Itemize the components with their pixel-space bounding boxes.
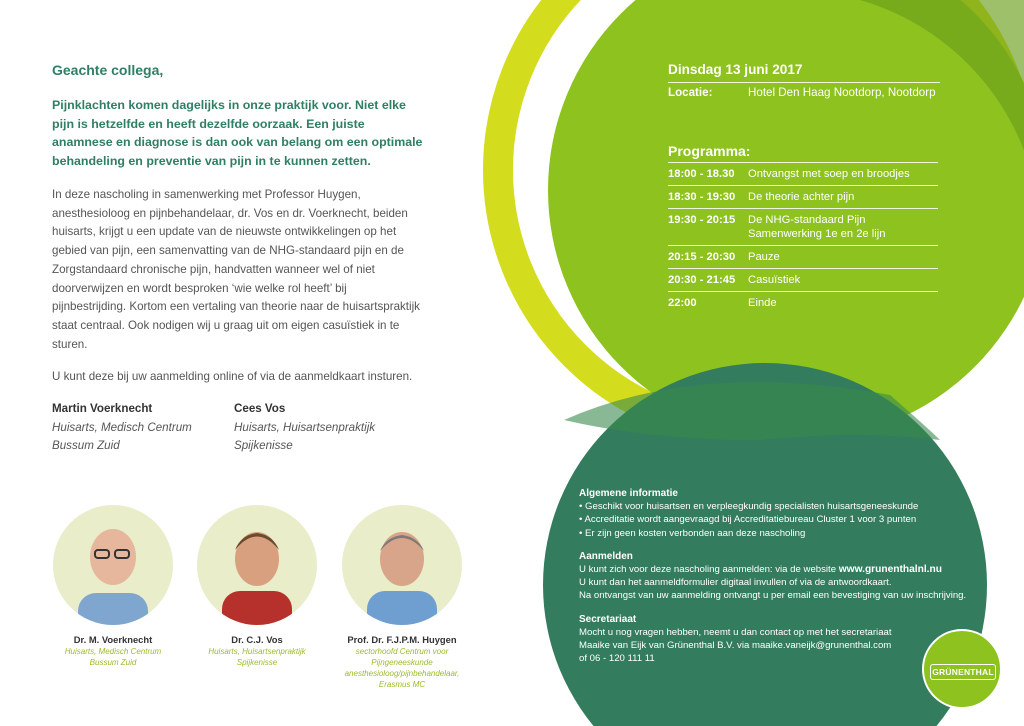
signer-vos xyxy=(234,400,414,456)
secretariat-title: Secretariaat xyxy=(579,613,637,625)
program-time: 20:30 - 21:45 xyxy=(668,274,736,286)
program-row xyxy=(668,245,938,268)
register-line: U kunt zich voor deze nascholing aanmelden: via de website xyxy=(579,564,837,576)
register-line: Na ontvangst van uw aanmelding ontvangt u per email een bevestiging van uw inschrijving. xyxy=(579,590,967,602)
program-row xyxy=(668,162,938,185)
program-activity: Casuïstiek xyxy=(748,274,801,286)
program-time: 22:00 xyxy=(668,297,697,309)
location-value: Hotel Den Haag Nootdorp, Nootdorp xyxy=(748,86,936,99)
lead-paragraph: Pijnklachten komen dagelijks in onze praktijk voor. Niet elke pijn is hetzelfde en heeft dezelfde oorzaak. Een juiste anamnese en diagnose is dan ook van belang om een optimale behandeling en preventie van pijn in te kunnen zetten. xyxy=(52,98,423,168)
general-info-item: • Accreditatie wordt aangevraagd bij Accreditatiebureau Cluster 1 voor 3 punten xyxy=(579,513,974,526)
general-info-item: • Er zijn geen kosten verbonden aan deze nascholing xyxy=(579,527,974,540)
signer-voerknecht xyxy=(52,400,232,456)
caption-role: Huisarts, Medisch Centrum Bussum Zuid xyxy=(64,647,162,667)
letter xyxy=(52,62,424,401)
program-time: 18:30 - 19:30 xyxy=(668,191,736,203)
register-text xyxy=(579,563,974,576)
general-info xyxy=(579,487,974,675)
body-paragraph: In deze nascholing in samenwerking met Professor Huygen, anesthesioloog en pijnbehandelaar, dr. Vos en dr. Voerknecht, beiden huisarts, krijgt u een update van de nieuwste ontwikkelingen op het gebied van pijn, een samenvatting van de NHG-standaard pijn en de Zorgstandaard chronische pijn, handvatten wanneer wel of niet doorverwijzen en wordt besproken ‘wie welke rol heeft’ bij pijnbestrijding. Kortom een vertaling van theorie naar de huisartspraktijk staat centraal. Ook nodigen wij u graag uit om eigen casuïstiek in te sturen. xyxy=(52,188,420,351)
caption-voerknecht xyxy=(38,633,188,668)
event-date: Dinsdag 13 juni 2017 xyxy=(668,62,803,77)
register-block xyxy=(579,550,974,603)
salutation: Geachte collega, xyxy=(52,62,164,78)
program-time: 20:15 - 20:30 xyxy=(668,251,736,263)
logo-text: GRÜNENTHAL xyxy=(930,664,996,680)
signer-role: Spijkenisse xyxy=(234,439,293,452)
grunenthal-logo xyxy=(922,629,1002,709)
register-title: Aanmelden xyxy=(579,550,633,562)
secretariat-block xyxy=(579,613,974,666)
signer-role: Huisarts, Huisartsenpraktijk xyxy=(234,420,376,434)
program-row xyxy=(668,291,938,314)
program-time: 19:30 - 20:15 xyxy=(668,214,736,226)
program-activity: Pauze xyxy=(748,251,780,263)
secretariat-line: of 06 - 120 111 11 xyxy=(579,653,655,665)
caption-vos xyxy=(182,633,332,668)
program-row xyxy=(668,185,938,208)
caption-name: Dr. C.J. Vos xyxy=(231,634,283,645)
location-row xyxy=(668,82,940,99)
program-activity: Ontvangst met soep en broodjes xyxy=(748,168,910,180)
caption-name: Dr. M. Voerknecht xyxy=(73,634,153,645)
program-row xyxy=(668,208,938,245)
caption-role: sectorhoofd Centrum voor Pijngeneeskunde anesthesioloog/pijnbehandelaar, Erasmus MC xyxy=(344,647,460,689)
signer-role: Bussum Zuid xyxy=(52,439,120,452)
general-info-item: • Geschikt voor huisartsen en verpleegkundig specialisten huisartsgeneeskunde xyxy=(579,500,974,513)
register-url-link[interactable]: www.grunenthalnl.nu xyxy=(838,564,942,576)
secretariat-line: Maaike van Eijk van Grünenthal B.V. via maaike.vaneijk@grunenthal.com xyxy=(579,640,892,652)
portrait-huygen xyxy=(342,505,462,625)
portrait-vos xyxy=(197,505,317,625)
closing-paragraph: U kunt deze bij uw aanmelding online of via de aanmeldkaart insturen. xyxy=(52,370,413,384)
register-line: U kunt dan het aanmeldformulier digitaal invullen of via de antwoordkaart. xyxy=(579,577,892,589)
secretariat-line: Mocht u nog vragen hebben, neemt u dan contact op met het secretariaat xyxy=(579,626,892,638)
program-table xyxy=(668,162,938,314)
caption-role: Huisarts, Huisartsenpraktijk Spijkenisse xyxy=(208,647,306,667)
caption-huygen xyxy=(327,633,477,690)
caption-name: Prof. Dr. F.J.P.M. Huygen xyxy=(347,634,457,645)
program-activity: De theorie achter pijn xyxy=(748,191,855,203)
program-row xyxy=(668,268,938,291)
program-title: Programma: xyxy=(668,143,751,159)
event-details xyxy=(668,62,940,99)
signer-name: Martin Voerknecht xyxy=(52,402,153,415)
program-time: 18:00 - 18.30 xyxy=(668,168,735,180)
program-activity: De NHG-standaard Pijn Samenwerking 1e en 2e lijn xyxy=(748,214,886,240)
portrait-voerknecht xyxy=(53,505,173,625)
signer-role: Huisarts, Medisch Centrum xyxy=(52,420,192,434)
general-info-title: Algemene informatie xyxy=(579,488,678,499)
general-info-list xyxy=(579,500,974,540)
program-activity: Einde xyxy=(748,297,777,309)
location-label: Locatie: xyxy=(668,86,713,99)
signer-name: Cees Vos xyxy=(234,402,286,415)
